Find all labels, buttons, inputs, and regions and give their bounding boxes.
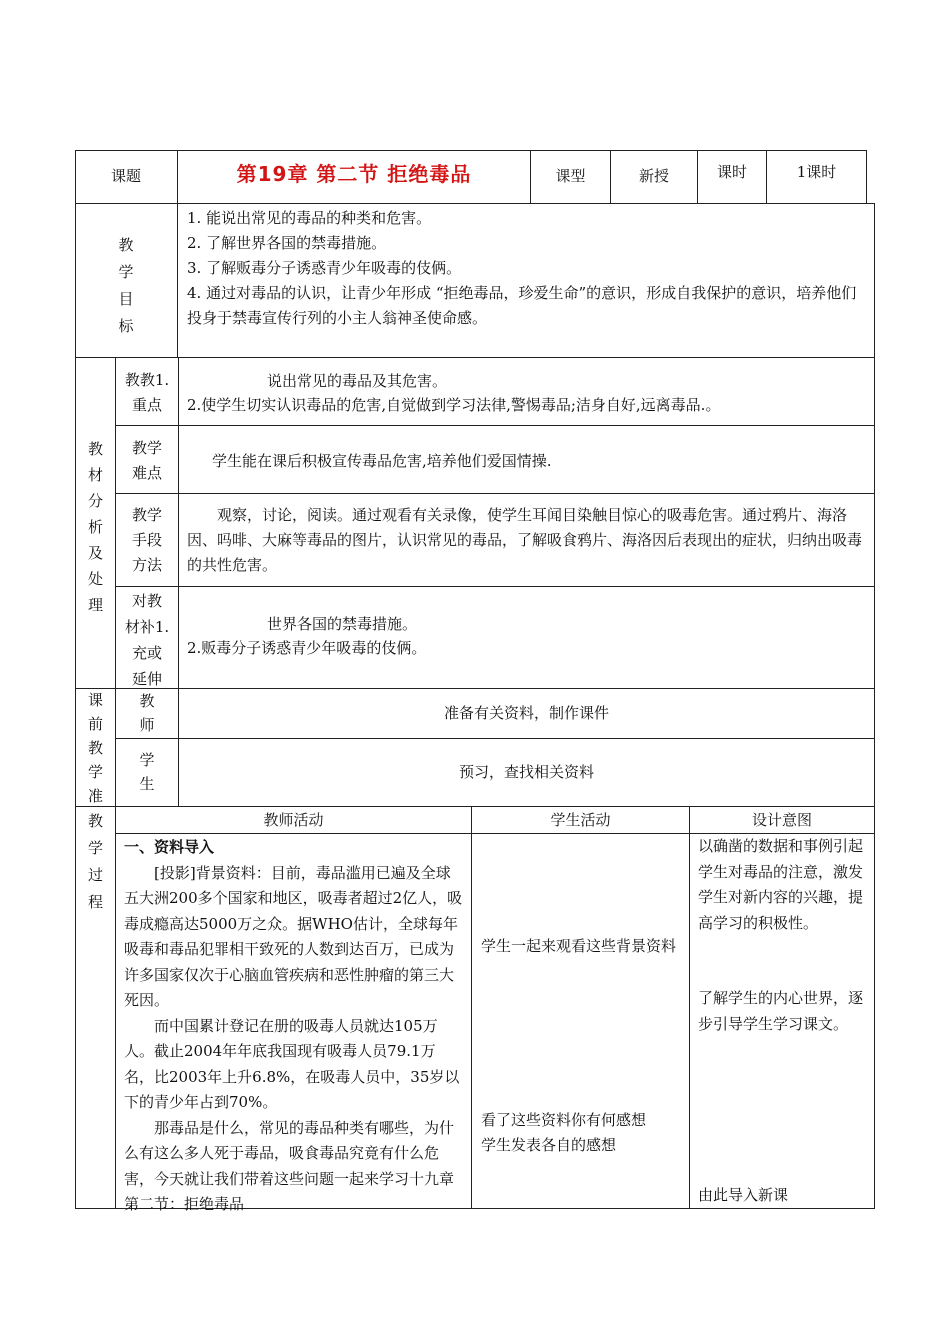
supplement-label [116,588,178,692]
goals-label [76,232,176,340]
process-label-char: 学 [87,839,103,857]
goals-label-char: 教 [118,236,134,254]
key-point-item: 说出常见的毒品及其危害。 [267,372,448,390]
table-line [75,203,875,204]
col-header-teacher: 教师活动 [263,811,324,829]
key-points-label-line [116,368,178,393]
goals-label-char: 学 [118,263,134,281]
supplement-label-line: 延伸 [131,670,162,688]
goal-item: 4. 通过对毒品的认识，让青少年形成 “拒绝毒品，珍爱生命”的意识，形成自我保护的意识，培养他们投身于禁毒宣传行列的小主人翁神圣使命感。 [187,284,857,327]
process-label-char: 教 [87,812,103,830]
goal-item: 3. 了解贩毒分子诱惑青少年吸毒的伎俩。 [187,259,462,277]
prep-student-text: 预习，查找相关资料 [458,763,594,781]
design-intent-3: 由此导入新课 [698,1186,789,1204]
col-header-student: 学生活动 [550,811,611,829]
difficulty-label [116,436,178,486]
goals-label-char: 目 [118,290,134,308]
process-label-char: 过 [87,866,103,884]
table-border-top [75,150,867,151]
table-line [471,806,472,1208]
teacher-paragraph: 而中国累计登记在册的吸毒人员就达105万人。截止2004年年底我国现有吸毒人员79.1万名，比2003年上升6.8%，在吸毒人员中，35岁以下的青少年占到70%。 [124,1016,460,1111]
analysis-label-char: 理 [87,596,103,614]
key-points-label-line: 重点 [131,396,162,414]
prep-teacher-label-char: 师 [139,716,155,734]
col-header-design: 设计意图 [751,811,812,829]
prep-teacher-text: 准备有关资料，制作课件 [443,704,609,722]
table-line [75,806,875,807]
analysis-label-char: 析 [87,518,103,536]
prep-label-char: 准 [87,787,103,805]
supplement-content [187,612,867,660]
student-activity-1: 学生一起来观看这些背景资料 [481,937,677,955]
analysis-label-char: 处 [87,570,103,588]
prep-student-label-char: 生 [139,775,155,793]
list-marker: 1. [154,371,170,389]
prep-student-label-char: 学 [139,751,155,769]
lesson-type-value: 新授 [638,167,669,185]
key-points-label [116,368,178,418]
supplement-label-line: 充或 [131,644,162,662]
table-line [75,357,875,358]
prep-teacher-label [116,689,178,737]
prep-label [76,688,115,808]
difficulty-content: 学生能在课后积极宣传毒品危害,培养他们爱国情操. [212,452,552,470]
topic-label: 课题 [110,167,141,185]
key-point-item: 2.使学生切实认识毒品的危害,自觉做到学习法律,警惕毒品;洁身自好,远离毒品.。 [187,396,721,414]
analysis-label [76,436,115,618]
table-line [115,493,875,494]
student-activity-2b: 学生发表各自的感想 [481,1136,617,1154]
table-line [75,688,875,689]
goals-list [187,206,865,331]
design-intent-2: 了解学生的内心世界，逐步引导学生学习课文。 [698,989,864,1033]
list-marker: 1. [154,618,170,636]
supplement-label-line [116,614,178,640]
methods-label-line: 手段 [131,531,162,549]
student-activity-2a: 看了这些资料你有何感想 [481,1111,647,1129]
table-line [178,357,179,806]
prep-teacher-label-char: 教 [139,692,155,710]
analysis-label-char: 及 [87,544,103,562]
supplement-label-text: 材补 [124,618,155,636]
methods-label [116,503,178,578]
table-line [115,425,875,426]
process-label [76,808,115,916]
table-border-right [874,203,875,1208]
analysis-label-char: 分 [87,492,103,510]
table-line [115,586,875,587]
supplement-item: 2.贩毒分子诱惑青少年吸毒的伎俩。 [187,639,427,657]
hours-label: 课时 [716,163,747,181]
page-title: 第19章 第二节 拒绝毒品 [236,162,472,186]
teacher-paragraph: [投影]背景资料：目前，毒品滥用已遍及全球五大洲200多个国家和地区，吸毒者超过2亿人，吸毒成瘾高达5000万之众。据WHO估计，全球每年吸毒和毒品犯罪相干致死的人数到达百万，已成为许多国家仅次于心脑血管疾病和恶性肿瘤的第三大死因。 [124,863,463,1009]
design-intent-1: 以确凿的数据和事例引起学生对毒品的注意，激发学生对新内容的兴趣，提高学习的积极性。 [698,837,864,932]
teacher-activity [124,835,464,1218]
supplement-label-line: 对教 [131,592,162,610]
prep-label-char: 学 [87,763,103,781]
section-title: 一、资料导入 [124,838,215,856]
difficulty-label-line: 难点 [131,464,162,482]
methods-label-line: 方法 [131,556,162,574]
analysis-label-char: 材 [87,466,103,484]
key-points-label-text: 教教 [124,371,155,389]
analysis-label-char: 教 [87,440,103,458]
methods-content: 观察，讨论，阅读。通过观看有关录像，使学生耳闻目染触目惊心的吸毒危害。通过鸦片、海洛因、吗啡、大麻等毒品的图片，认识常见的毒品，了解吸食鸦片、海洛因后表现出的症状，归纳出吸毒的共性危害。 [187,506,863,574]
supplement-item: 世界各国的禁毒措施。 [267,615,418,633]
difficulty-label-line: 教学 [131,439,162,457]
key-points-content [187,369,867,417]
lesson-type-label: 课型 [555,167,586,185]
table-line [866,150,867,203]
teacher-paragraph: 那毒品是什么，常见的毒品种类有哪些，为什么有这么多人死于毒品，吸食毒品究竟有什么危害，今天就让我们带着这些问题一起来学习十九章第二节：拒绝毒品 [124,1118,455,1213]
methods-label-line: 教学 [131,506,162,524]
table-line [689,806,690,1208]
process-label-char: 程 [87,893,103,911]
goal-item: 2. 了解世界各国的禁毒措施。 [187,234,387,252]
goals-label-char: 标 [118,317,134,335]
goal-item: 1. 能说出常见的毒品的种类和危害。 [187,209,432,227]
prep-student-label [116,748,178,796]
hours-value: 1课时 [796,163,837,181]
prep-label-char: 教 [87,739,103,757]
table-line [115,738,875,739]
prep-label-char: 课 [87,691,103,709]
prep-label-char: 前 [87,715,103,733]
